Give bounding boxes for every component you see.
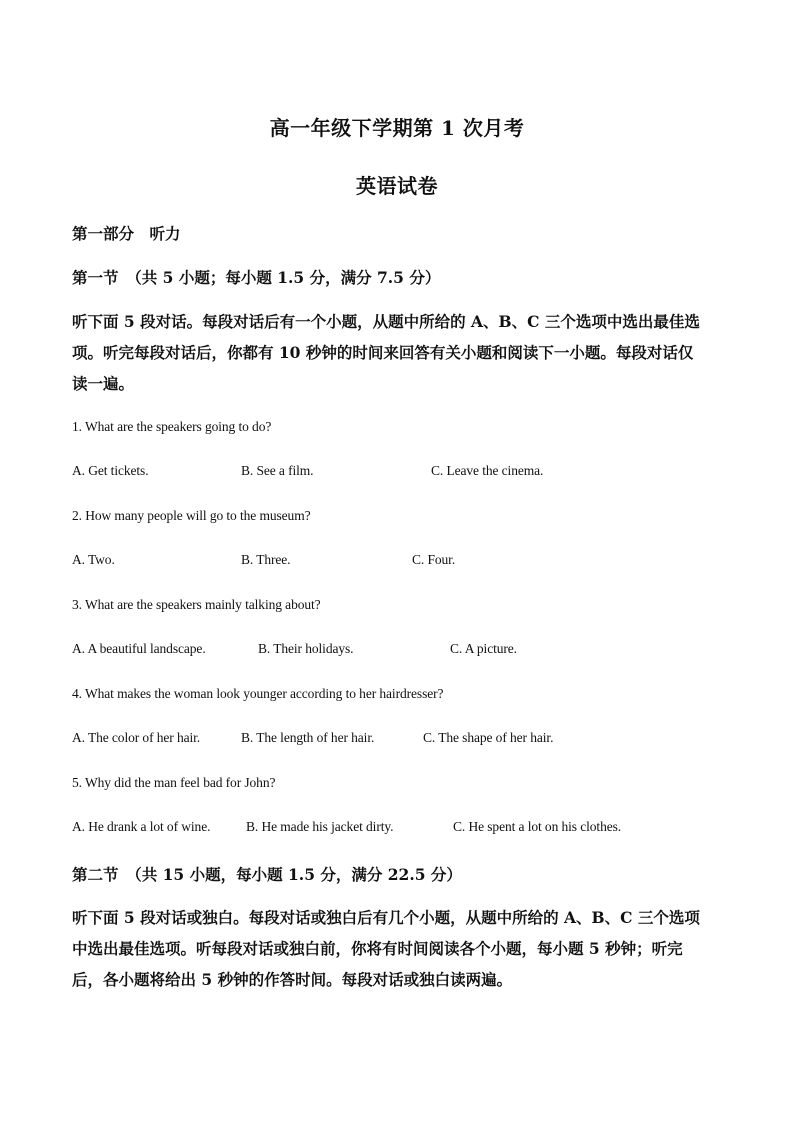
question-2-stem: 2. How many people will go to the museum? [72, 508, 311, 523]
question-3-stem: 3. What are the speakers mainly talking about? [72, 597, 321, 612]
question-1-option-b: B. See a film. [241, 463, 314, 478]
question-4-option-a: A. The color of her hair. [72, 730, 201, 745]
instruction-line: 项。听完每段对话后，你都有 10 秒钟的时间来回答有关小题和阅读下一小题。每段对话仅 [72, 343, 694, 362]
question-2-option-c: C. Four. [412, 552, 456, 567]
exam-subtitle: 英语试卷 [356, 174, 438, 198]
question-5-option-a: A. He drank a lot of wine. [72, 819, 211, 834]
question-4-option-b: B. The length of her hair. [241, 730, 375, 745]
question-5-stem: 5. Why did the man feel bad for John? [72, 775, 276, 790]
section2-instructions [72, 902, 722, 995]
instruction-line: 后，各小题将给出 5 秒钟的作答时间。每段对话或独白读两遍。 [72, 970, 513, 989]
question-5-option-c: C. He spent a lot on his clothes. [453, 819, 622, 834]
question-4-option-c: C. The shape of her hair. [423, 730, 554, 745]
instruction-line: 中选出最佳选项。听每段对话或独白前，你将有时间阅读各个小题，每小题 5 秒钟；听完 [72, 939, 683, 958]
instruction-line: 听下面 5 段对话或独白。每段对话或独白后有几个小题，从题中所给的 A、B、C 三个选项 [72, 908, 700, 927]
section1-heading: 第一节 （共 5 小题；每小题 1.5 分，满分 7.5 分） [72, 268, 441, 287]
question-3-option-a: A. A beautiful landscape. [72, 641, 206, 656]
question-3-option-b: B. Their holidays. [258, 641, 354, 656]
part1-heading: 第一部分 听力 [72, 224, 181, 243]
instruction-line: 读一遍。 [72, 374, 135, 393]
question-1-option-c: C. Leave the cinema. [431, 463, 544, 478]
question-1-stem: 1. What are the speakers going to do? [72, 419, 272, 434]
question-2-option-a: A. Two. [72, 552, 115, 567]
section2-heading: 第二节 （共 15 小题，每小题 1.5 分，满分 22.5 分） [72, 865, 462, 884]
question-3-option-c: C. A picture. [450, 641, 517, 656]
section1-instructions [72, 306, 722, 399]
question-1-option-a: A. Get tickets. [72, 463, 149, 478]
question-5-option-b: B. He made his jacket dirty. [246, 819, 394, 834]
instruction-line: 听下面 5 段对话。每段对话后有一个小题，从题中所给的 A、B、C 三个选项中选出最佳选 [72, 312, 700, 331]
question-4-stem: 4. What makes the woman look younger according to her hairdresser? [72, 686, 444, 701]
question-2-option-b: B. Three. [241, 552, 291, 567]
exam-title: 高一年级下学期第 1 次月考 [269, 116, 525, 140]
